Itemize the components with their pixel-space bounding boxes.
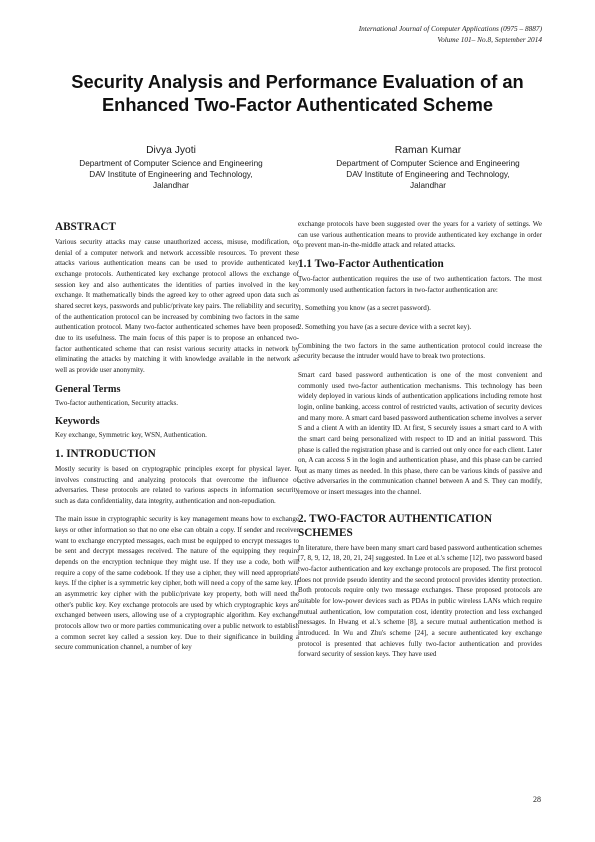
left-column [55, 220, 299, 653]
author-city: Jalandhar [153, 181, 189, 190]
author-department: Department of Computer Science and Engineering [79, 159, 263, 168]
section-2-paragraph: In literature, there have been many smart card based password authentication schemes [7, 8, 9, 12, 18, 20, 21, 24] suggested. In Lee et al.'s scheme [12], two password based two-factor authentication and key exchange protocols are proposed. The first protocol does not provide pseudo identity and the second protocol provides identity protection. Both protocols require only two message exchanges. These proposed protocols are suitable for low-power devices such as PDAs in public wireless LANs which require mutual authentication, low computation cost, identity protection and less exchanged messages. In Hwang et al.'s scheme [8], a secure mutual authentication method is introduced. In Wu and Zhu's scheme [24], a secure authenticated key exchange protocol is presented that achieves fully two-factor authentication and provides forward security of session keys. They have used [298, 543, 542, 659]
journal-volume: Volume 101– No.8, September 2014 [437, 34, 542, 44]
factor-item-1: 1. Something you know (as a secret password). [298, 304, 431, 313]
author-name: Raman Kumar [394, 145, 462, 156]
general-terms-heading: General Terms [55, 383, 121, 395]
general-terms-text: Two-factor authentication, Security attacks. [55, 398, 178, 407]
journal-header [222, 24, 542, 45]
subsection-heading-1-1: 1.1 Two-Factor Authentication [298, 257, 444, 270]
keywords-text: Key exchange, Symmetric key, WSN, Authentication. [55, 431, 207, 440]
author-block-1 [40, 144, 302, 191]
combining-paragraph: Combining the two factors in the same authentication protocol could increase the security because the intruder would have to break two protections. [298, 341, 542, 361]
journal-name: International Journal of Computer Applications (0975 – 8887) [358, 24, 542, 33]
author-institute: DAV Institute of Engineering and Technology, [346, 170, 510, 179]
right-column [298, 219, 542, 660]
smart-card-paragraph: Smart card based password authentication is one of the most convenient and commonly used two-factor authentication mechanisms. This technology has been widely deployed in various kinds of authentication applications including remote host login, online banking, access control of restricted vaults, activation of security devices and many more. A smart card based password authentication scheme involves a server S and a client A with an identity ID. At first, S securely issues a smart card to A with the smart card being personalized with respect to ID and an initial password. This phase is called the registration phase and is carried out only once for each client. Later on, A can access S in the login and authentication phase, and this phase can be carried out as many times as needed. In this phase, there can be various kinds of passive and active adversaries in the communication channel between A and S. They can modify, remove or insert messages into the channel. [298, 370, 542, 497]
abstract-heading: ABSTRACT [55, 221, 116, 233]
two-factor-paragraph: Two-factor authentication requires the use of two authentication factors. The most commonly used authentication factors in two-factor authentication are: [298, 274, 542, 294]
author-department: Department of Computer Science and Engineering [336, 159, 520, 168]
introduction-paragraph-2: The main issue in cryptographic security is key management means how to exchange keys or other information so that no one else can obtain a copy. If sender and receiver want to exchange encrypted messages, each must be equipped to encrypt messages to be sent and decrypt messages received. The nature of the equipping they require depends on the encryption technique they might use. If they use a code, both will require a copy of the same codebook. If they use a cipher, they will need appropriate keys. If the cipher is a symmetric key cipher, both will need a copy of the same key. If an asymmetric key cipher with the public/private key property, both will need the other's public key. Key exchange protocols are used by which cryptographic keys are exchanged between users, allowing use of a cryptographic algorithm. Key exchange protocols allow two or more parties communicating over a public network to establish a common secret key called a session key. Due to their significance in building a secure communication channel, a number of key [55, 515, 299, 652]
page-number: 28 [533, 795, 541, 804]
author-name: Divya Jyoti [146, 145, 196, 156]
section-2-heading: 2. TWO-FACTOR AUTHENTICATION SCHEMES [298, 512, 493, 539]
author-institute: DAV Institute of Engineering and Technology, [89, 170, 253, 179]
factor-item-2: 2. Something you have (as a secure device with a secret key). [298, 322, 472, 331]
paper-title [40, 70, 555, 116]
author-block-2 [297, 144, 559, 191]
paper-title-line-2: Enhanced Two-Factor Authenticated Scheme [101, 94, 494, 115]
abstract-text: Various security attacks may cause unauthorized access, misuse, modification, or denial of a computer network and network accessible resources. To prevent these attacks various authentication means can be used to provide authenticated key exchange protocols. Authenticated key exchange protocol allows the exchange of session key and also authenticates the identities of parties involved in the key exchange. It mathematically binds the agreed key to other agreed upon data such as shared secret keys, passwords and public/private key pairs. The reliability and security of the authentication protocol can be increased by combining two factors in the same authentication protocol. Many two-factor authenticated schemes have been proposed due to its usefulness. The main focus of this paper is to propose an enhanced two-factor authenticated scheme that can resist various security attacks in network by eliminating the attacks by matching it with knowledge available in the network as well as provide user anonymity. [55, 238, 299, 374]
introduction-paragraph-1: Mostly security is based on cryptographic principles except for physical layer. It involves constructing and analyzing protocols that overcome the influence of adversaries. These protocols are related to various aspects in information security such as data confidentiality, data integrity, authentication and non-repudiation. [55, 464, 299, 505]
keywords-heading: Keywords [55, 416, 100, 428]
paper-title-line-1: Security Analysis and Performance Evaluation of an [71, 71, 524, 92]
continued-paragraph: exchange protocols have been suggested over the years for a variety of settings. We can use various authentication means to provide authenticated key exchange in order to prevent man-in-the-middle attack and related attacks. [298, 220, 542, 250]
introduction-heading: 1. INTRODUCTION [55, 447, 156, 460]
author-city: Jalandhar [410, 181, 446, 190]
